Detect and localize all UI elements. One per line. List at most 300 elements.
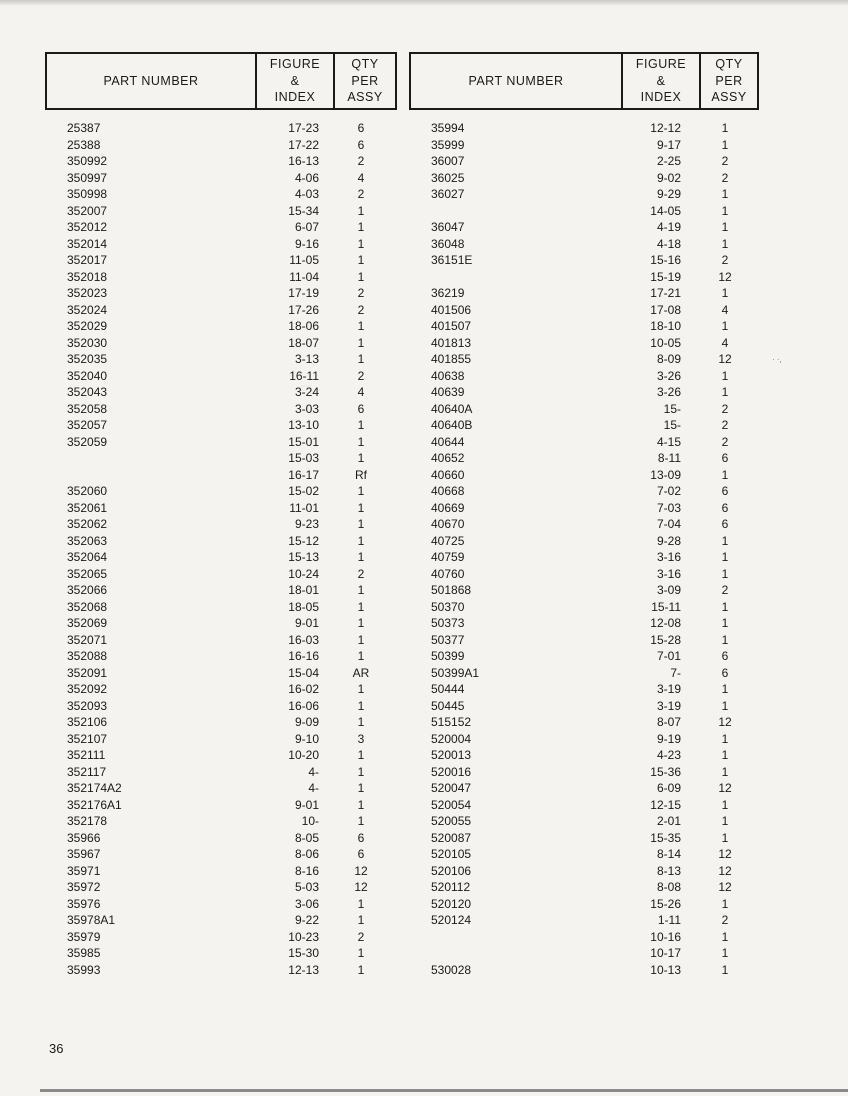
qty-cell: 1 (357, 319, 365, 333)
header-qty-line: QTY (715, 57, 743, 72)
figure-index-cell: 9-02 (656, 170, 681, 185)
figure-index-cell: 16-17 (288, 467, 319, 482)
part-number-cell: 352018 (67, 269, 108, 284)
part-number-cell: 352066 (67, 583, 108, 597)
qty-cell: 1 (721, 550, 729, 564)
figure-index-cell: 15-35 (650, 830, 681, 845)
figure-index-cell: 4-18 (656, 236, 681, 251)
qty-cell: 1 (357, 517, 365, 531)
qty-cell: 2 (721, 913, 729, 927)
part-number-cell: 40670 (431, 517, 465, 531)
page-number: 36 (49, 1041, 64, 1056)
part-number-cell: 515152 (431, 715, 472, 729)
part-number-cell: 401507 (431, 319, 472, 333)
header-index-line: INDEX (274, 90, 316, 105)
part-number-cell: 50399 (431, 649, 465, 663)
header-index-line: INDEX (640, 90, 682, 105)
scan-speck: · ·, (772, 355, 782, 364)
qty-cell: 1 (721, 962, 729, 977)
header-qty-per-assy (333, 54, 395, 108)
qty-cell: 1 (721, 814, 729, 828)
header-part-number: PART NUMBER (468, 73, 564, 88)
part-number-cell: 520004 (431, 731, 472, 746)
part-number-cell: 352059 (67, 434, 108, 449)
part-number-cell: 352023 (67, 286, 108, 300)
qty-cell: 1 (721, 896, 729, 911)
qty-cell: 3 (357, 731, 365, 746)
qty-cell: 1 (721, 566, 729, 581)
figure-index-cell: 10-17 (650, 946, 681, 960)
qty-cell: 2 (721, 170, 729, 185)
part-number-cell: 350998 (67, 187, 108, 201)
qty-cell: 1 (721, 946, 729, 960)
part-number-cell: 25388 (67, 137, 101, 152)
table-header (409, 52, 759, 110)
header-ampersand-line: & (290, 73, 300, 88)
figure-index-cell: 10-24 (288, 566, 319, 581)
figure-index-cell: 13-10 (288, 418, 319, 432)
figure-index-cell: 4-15 (656, 434, 681, 449)
qty-cell: 6 (721, 665, 729, 680)
part-number-cell: 40644 (431, 434, 465, 449)
figure-index-cell: 16-13 (288, 154, 319, 168)
qty-cell: 1 (357, 533, 365, 548)
figure-index-cell: 9-19 (656, 731, 681, 746)
figure-index-cell: 10-20 (288, 748, 319, 762)
figure-index-cell: 9-10 (294, 731, 319, 746)
part-number-cell: 352106 (67, 715, 108, 729)
figure-index-cell: 9-28 (656, 533, 681, 548)
part-number-cell: 352068 (67, 599, 108, 614)
part-number-cell: 35966 (67, 830, 101, 845)
qty-cell: 6 (357, 121, 365, 135)
qty-cell: 1 (357, 632, 365, 647)
part-number-cell: 35967 (67, 847, 101, 861)
figure-index-cell: 3-19 (656, 698, 681, 713)
part-number-cell: 352017 (67, 253, 108, 267)
qty-cell: 2 (721, 154, 729, 168)
qty-cell: 1 (721, 616, 729, 630)
qty-cell: 2 (721, 583, 729, 597)
figure-index-cell: 13-09 (650, 467, 681, 482)
part-number-cell: 35994 (431, 121, 465, 135)
page-bottom-rule (40, 1089, 848, 1092)
part-number-cell: 40640A (431, 401, 473, 416)
header-assy-line: ASSY (347, 90, 383, 105)
figure-index-cell: 16-16 (288, 649, 319, 663)
part-number-cell: 520106 (431, 863, 472, 878)
figure-index-cell: 15-30 (288, 946, 319, 960)
figure-index-cell: 17-26 (288, 302, 319, 317)
part-number-cell: 352029 (67, 319, 108, 333)
qty-cell: 6 (357, 137, 365, 152)
part-number-cell: 352040 (67, 368, 108, 383)
part-number-cell: 40652 (431, 451, 465, 465)
part-number-cell: 401855 (431, 352, 472, 366)
part-number-cell: 352057 (67, 418, 108, 432)
qty-cell: 1 (357, 220, 365, 234)
figure-index-cell: 15-02 (288, 484, 319, 498)
figure-index-cell: 4-23 (656, 748, 681, 762)
part-number-cell: 352093 (67, 698, 108, 713)
part-number-cell: 40640B (431, 418, 473, 432)
qty-cell: 4 (357, 385, 365, 399)
qty-cell: Rf (355, 467, 367, 482)
part-number-cell: 50373 (431, 616, 465, 630)
qty-cell: 6 (721, 517, 729, 531)
qty-cell: 1 (357, 946, 365, 960)
qty-cell: 1 (357, 451, 365, 465)
part-number-cell: 352091 (67, 665, 108, 680)
figure-index-cell: 7-02 (656, 484, 681, 498)
figure-index-cell: 14-05 (650, 203, 681, 218)
part-number-cell: 350992 (67, 154, 108, 168)
qty-cell: 1 (721, 797, 729, 812)
part-number-cell: 352030 (67, 335, 108, 350)
qty-cell: 1 (721, 137, 729, 152)
part-number-cell: 352064 (67, 550, 108, 564)
figure-index-cell: 15-03 (288, 451, 319, 465)
qty-cell: 6 (721, 484, 729, 498)
part-number-cell: 25387 (67, 121, 101, 135)
part-number-cell: 352024 (67, 302, 108, 317)
part-number-cell: 520055 (431, 814, 472, 828)
qty-cell: 1 (721, 187, 729, 201)
qty-cell: 12 (718, 781, 732, 795)
header-figure-index (621, 54, 699, 108)
qty-cell: 1 (721, 731, 729, 746)
qty-cell: 1 (721, 319, 729, 333)
header-qty-per-assy (699, 54, 757, 108)
figure-index-cell: 8-09 (656, 352, 681, 366)
qty-cell: 2 (721, 401, 729, 416)
figure-index-cell: 12-12 (650, 121, 681, 135)
figure-index-cell: 15-34 (288, 203, 319, 218)
qty-cell: 2 (357, 929, 365, 944)
page-top-shadow (0, 0, 848, 6)
header-figure-line: FIGURE (635, 57, 687, 72)
figure-index-cell: 8-06 (294, 847, 319, 861)
figure-index-cell: 12-13 (288, 962, 319, 977)
part-number-cell: 352007 (67, 203, 108, 218)
figure-index-cell: 11-01 (289, 500, 319, 515)
header-figure-index (255, 54, 333, 108)
qty-cell: 1 (721, 533, 729, 548)
qty-cell: 2 (357, 154, 365, 168)
figure-index-cell: 6-07 (294, 220, 319, 234)
part-number-cell: 352178 (67, 814, 108, 828)
qty-cell: 1 (357, 583, 365, 597)
figure-index-cell: 7-04 (656, 517, 681, 531)
part-number-cell: 352111 (67, 748, 106, 762)
qty-cell: 1 (357, 203, 365, 218)
figure-index-cell: 3-19 (656, 682, 681, 696)
qty-cell: 1 (721, 632, 729, 647)
figure-index-cell: 15-04 (288, 665, 319, 680)
figure-index-cell: 3-16 (656, 550, 681, 564)
qty-cell: 1 (357, 748, 365, 762)
figure-index-cell: 7-03 (656, 500, 681, 515)
part-number-cell: 352174A2 (67, 781, 122, 795)
figure-index-cell: 5-03 (294, 880, 319, 894)
part-number-cell: 352063 (67, 533, 108, 548)
qty-cell: 1 (357, 434, 365, 449)
qty-cell: 1 (357, 269, 365, 284)
part-number-cell: 352069 (67, 616, 108, 630)
qty-cell: 1 (721, 220, 729, 234)
figure-index-cell: 16-03 (288, 632, 319, 647)
qty-cell: 1 (357, 352, 365, 366)
figure-index-cell: 8-16 (294, 863, 319, 878)
figure-index-cell: 8-07 (656, 715, 681, 729)
figure-index-cell: 15-11 (651, 599, 681, 614)
qty-cell: 1 (721, 764, 729, 779)
part-number-cell: 50444 (431, 682, 465, 696)
part-number-cell: 520120 (431, 896, 472, 911)
qty-cell: AR (352, 665, 370, 680)
part-number-cell: 352176A1 (67, 797, 122, 812)
part-number-cell: 50377 (431, 632, 465, 647)
part-number-cell: 50370 (431, 599, 465, 614)
part-number-cell: 520047 (431, 781, 472, 795)
qty-cell: 4 (721, 302, 729, 317)
qty-cell: 1 (721, 121, 729, 135)
qty-cell: 1 (357, 698, 365, 713)
figure-index-cell: 8-11 (657, 451, 681, 465)
qty-cell: 1 (357, 253, 365, 267)
part-number-cell: 352065 (67, 566, 108, 581)
part-number-cell: 36048 (431, 236, 465, 251)
qty-cell: 6 (721, 451, 729, 465)
figure-index-cell: 18-06 (288, 319, 319, 333)
part-number-cell: 352058 (67, 401, 108, 416)
qty-cell: 2 (721, 434, 729, 449)
figure-index-cell: 3-06 (294, 896, 319, 911)
qty-cell: 2 (357, 566, 365, 581)
part-number-cell: 352014 (67, 236, 108, 251)
header-ampersand-line: & (656, 73, 666, 88)
part-number-cell: 352060 (67, 484, 108, 498)
qty-cell: 1 (721, 682, 729, 696)
figure-index-cell: 10- (301, 814, 319, 828)
qty-cell: 4 (357, 170, 365, 185)
qty-cell: 1 (721, 599, 729, 614)
figure-index-cell: 3-16 (656, 566, 681, 581)
qty-cell: 1 (357, 335, 365, 350)
part-number-cell: 352088 (67, 649, 108, 663)
figure-index-cell: 3-13 (294, 352, 319, 366)
figure-index-cell: 17-21 (650, 286, 681, 300)
figure-index-cell: 3-24 (294, 385, 319, 399)
figure-index-cell: 3-26 (656, 368, 681, 383)
figure-index-cell: 15- (663, 418, 681, 432)
qty-cell: 12 (718, 863, 732, 878)
figure-index-cell: 15-19 (650, 269, 681, 284)
part-number-cell: 352117 (67, 764, 107, 779)
figure-index-cell: 10-13 (650, 962, 681, 977)
qty-cell: 1 (721, 467, 729, 482)
qty-cell: 1 (357, 599, 365, 614)
qty-cell: 1 (357, 814, 365, 828)
figure-index-cell: 8-05 (294, 830, 319, 845)
qty-cell: 1 (357, 962, 365, 977)
figure-index-cell: 6-09 (656, 781, 681, 795)
part-number-cell: 36047 (431, 220, 465, 234)
part-number-cell: 36007 (431, 154, 465, 168)
qty-cell: 6 (721, 649, 729, 663)
qty-cell: 1 (357, 797, 365, 812)
figure-index-cell: 8-13 (656, 863, 681, 878)
part-number-cell: 35999 (431, 137, 465, 152)
table-header (45, 52, 397, 110)
figure-index-cell: 7-01 (656, 649, 681, 663)
part-number-cell: 36027 (431, 187, 465, 201)
figure-index-cell: 7- (670, 665, 681, 680)
figure-index-cell: 11-04 (289, 269, 319, 284)
figure-index-cell: 15-16 (650, 253, 681, 267)
qty-cell: 1 (721, 698, 729, 713)
figure-index-cell: 16-02 (288, 682, 319, 696)
figure-index-cell: 15-13 (288, 550, 319, 564)
part-number-cell: 35978A1 (67, 913, 116, 927)
part-number-cell: 40668 (431, 484, 465, 498)
qty-cell: 12 (718, 269, 732, 284)
qty-cell: 2 (357, 302, 365, 317)
figure-index-cell: 12-08 (650, 616, 681, 630)
qty-cell: 1 (721, 203, 729, 218)
figure-index-cell: 9-01 (294, 616, 319, 630)
part-number-cell: 401813 (431, 335, 472, 350)
figure-index-cell: 1-11 (657, 913, 681, 927)
figure-index-cell: 2-01 (656, 814, 681, 828)
header-qty-line: QTY (351, 57, 379, 72)
figure-index-cell: 18-07 (288, 335, 319, 350)
figure-index-cell: 9-17 (656, 137, 681, 152)
figure-index-cell: 15-28 (650, 632, 681, 647)
qty-cell: 2 (357, 187, 365, 201)
figure-index-cell: 17-08 (650, 302, 681, 317)
figure-index-cell: 9-22 (294, 913, 319, 927)
header-figure-line: FIGURE (269, 57, 321, 72)
qty-cell: 4 (721, 335, 729, 350)
part-number-cell: 401506 (431, 302, 472, 317)
qty-cell: 12 (718, 880, 732, 894)
figure-index-cell: 10-16 (650, 929, 681, 944)
part-number-cell: 352107 (67, 731, 108, 746)
figure-index-cell: 15-12 (288, 533, 319, 548)
figure-index-cell: 16-11 (289, 368, 319, 383)
part-number-cell: 352012 (67, 220, 108, 234)
part-number-cell: 36025 (431, 170, 465, 185)
part-number-cell: 40639 (431, 385, 465, 399)
part-number-cell: 520016 (431, 764, 472, 779)
figure-index-cell: 4-03 (294, 187, 319, 201)
part-number-cell: 50445 (431, 698, 465, 713)
qty-cell: 1 (721, 385, 729, 399)
figure-index-cell: 18-01 (288, 583, 319, 597)
qty-cell: 1 (357, 550, 365, 564)
part-number-cell: 530028 (431, 962, 472, 977)
part-number-cell: 352062 (67, 517, 108, 531)
header-part-number: PART NUMBER (103, 73, 199, 88)
figure-index-cell: 15- (663, 401, 681, 416)
qty-cell: 1 (721, 236, 729, 251)
figure-index-cell: 17-22 (288, 137, 319, 152)
part-number-cell: 35972 (67, 880, 101, 894)
qty-cell: 12 (718, 715, 732, 729)
figure-index-cell: 11-05 (289, 253, 319, 267)
qty-cell: 2 (357, 286, 365, 300)
figure-index-cell: 9-23 (294, 517, 319, 531)
figure-index-cell: 4- (308, 764, 319, 779)
qty-cell: 1 (721, 368, 729, 383)
qty-cell: 1 (357, 236, 365, 251)
part-number-cell: 40660 (431, 467, 465, 482)
part-number-cell: 35979 (67, 929, 101, 944)
qty-cell: 12 (718, 847, 732, 861)
part-number-cell: 352071 (67, 632, 108, 647)
part-number-cell: 520054 (431, 797, 472, 812)
qty-cell: 6 (357, 401, 365, 416)
figure-index-cell: 9-29 (656, 187, 681, 201)
figure-index-cell: 3-26 (656, 385, 681, 399)
part-number-cell: 40760 (431, 566, 465, 581)
figure-index-cell: 9-01 (294, 797, 319, 812)
qty-cell: 6 (357, 847, 365, 861)
qty-cell: 1 (357, 764, 365, 779)
figure-index-cell: 15-26 (650, 896, 681, 911)
figure-index-cell: 4-19 (656, 220, 681, 234)
qty-cell: 1 (357, 418, 365, 432)
part-number-cell: 352061 (67, 500, 108, 515)
figure-index-cell: 16-06 (288, 698, 319, 713)
figure-index-cell: 4-06 (294, 170, 319, 185)
qty-cell: 1 (357, 781, 365, 795)
part-number-cell: 501868 (431, 583, 472, 597)
figure-index-cell: 8-14 (656, 847, 681, 861)
figure-index-cell: 12-15 (650, 797, 681, 812)
part-number-cell: 40759 (431, 550, 465, 564)
qty-cell: 12 (354, 880, 368, 894)
qty-cell: 6 (721, 500, 729, 515)
part-number-cell: 520087 (431, 830, 472, 845)
figure-index-cell: 9-09 (294, 715, 319, 729)
part-number-cell: 40638 (431, 368, 465, 383)
header-per-line: PER (351, 73, 379, 88)
qty-cell: 6 (357, 830, 365, 845)
part-number-cell: 352035 (67, 352, 108, 366)
qty-cell: 1 (721, 929, 729, 944)
part-number-cell: 520124 (431, 913, 472, 927)
qty-cell: 1 (721, 286, 729, 300)
part-number-cell: 40669 (431, 500, 465, 515)
figure-index-cell: 9-16 (294, 236, 319, 251)
qty-cell: 1 (357, 715, 365, 729)
figure-index-cell: 4- (308, 781, 319, 795)
part-number-cell: 35993 (67, 962, 101, 977)
qty-cell: 1 (721, 830, 729, 845)
figure-index-cell: 8-08 (656, 880, 681, 894)
part-number-cell: 35971 (67, 863, 101, 878)
qty-cell: 1 (357, 616, 365, 630)
qty-cell: 1 (357, 682, 365, 696)
part-number-cell: 36219 (431, 286, 465, 300)
figure-index-cell: 18-05 (288, 599, 319, 614)
qty-cell: 2 (357, 368, 365, 383)
part-number-cell: 50399A1 (431, 665, 480, 680)
qty-cell: 2 (721, 253, 729, 267)
part-number-cell: 520013 (431, 748, 472, 762)
